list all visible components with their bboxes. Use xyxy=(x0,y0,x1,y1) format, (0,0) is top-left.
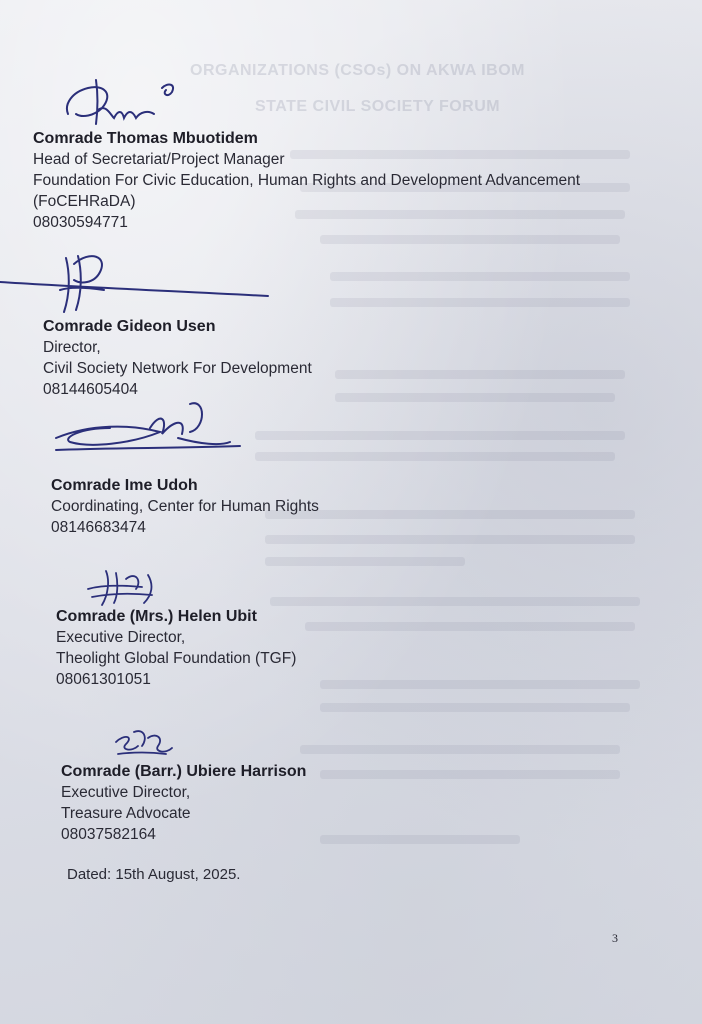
signatory-organization: Foundation For Civic Education, Human Rights and Development Advancement xyxy=(33,172,581,189)
bleed-through-line xyxy=(330,298,630,307)
signatory-title: Executive Director, xyxy=(56,629,186,646)
bleed-through-line xyxy=(300,745,620,754)
signatory-title: Director, xyxy=(43,339,101,356)
signatory-organization: Theolight Global Foundation (TGF) xyxy=(56,650,297,667)
page-number: 3 xyxy=(612,931,618,945)
signatory-block-4 xyxy=(56,606,296,690)
bleed-through-line xyxy=(255,452,615,461)
bleed-through-line xyxy=(265,535,635,544)
signatory-block-3 xyxy=(51,475,319,538)
bleed-through-line xyxy=(335,370,625,379)
bleed-through-line xyxy=(265,557,465,566)
signature-thomas-mbuotidem xyxy=(58,74,198,134)
bleed-through-text: STATE CIVIL SOCIETY FORUM xyxy=(255,98,501,115)
signatory-organization-abbr: (FoCEHRaDA) xyxy=(33,193,136,210)
signatory-phone: 08030594771 xyxy=(33,214,128,231)
signatory-name: Comrade Gideon Usen xyxy=(43,318,216,335)
signatory-title: Executive Director, xyxy=(61,784,191,801)
signatory-name: Comrade Ime Udoh xyxy=(51,477,198,494)
bleed-through-line xyxy=(320,770,620,779)
bleed-through-line xyxy=(305,622,635,631)
signatory-block-1 xyxy=(33,128,580,233)
signatory-block-5 xyxy=(61,761,306,845)
signature-gideon-usen xyxy=(0,250,280,320)
signature-helen-ubit xyxy=(82,565,182,610)
date-line: Dated: 15th August, 2025. xyxy=(67,866,241,883)
signatory-block-2 xyxy=(43,316,312,400)
bleed-through-line xyxy=(320,835,520,844)
signature-ubiere-harrison xyxy=(110,724,180,764)
bleed-through-line xyxy=(335,393,615,402)
signatory-organization: Civil Society Network For Development xyxy=(43,360,312,377)
signature-ime-udoh xyxy=(50,398,250,473)
signatory-name: Comrade (Barr.) Ubiere Harrison xyxy=(61,763,307,780)
bleed-through-line xyxy=(330,272,630,281)
bleed-through-line xyxy=(255,431,625,440)
signatory-name: Comrade (Mrs.) Helen Ubit xyxy=(56,608,257,625)
signatory-title: Head of Secretariat/Project Manager xyxy=(33,151,285,168)
signatory-phone: 08144605404 xyxy=(43,381,138,398)
bleed-through-line xyxy=(320,703,630,712)
bleed-through-line xyxy=(320,680,640,689)
bleed-through-line xyxy=(270,597,640,606)
signatory-name: Comrade Thomas Mbuotidem xyxy=(33,130,258,147)
signatory-phone: 08037582164 xyxy=(61,826,156,843)
bleed-through-line xyxy=(265,510,635,519)
signatory-title: Coordinating, Center for Human Rights xyxy=(51,498,319,515)
signatory-phone: 08146683474 xyxy=(51,519,146,536)
signatory-organization: Treasure Advocate xyxy=(61,805,191,822)
bleed-through-line xyxy=(320,235,620,244)
signatory-phone: 08061301051 xyxy=(56,671,151,688)
bleed-through-text: ORGANIZATIONS (CSOs) ON AKWA IBOM xyxy=(190,62,526,79)
